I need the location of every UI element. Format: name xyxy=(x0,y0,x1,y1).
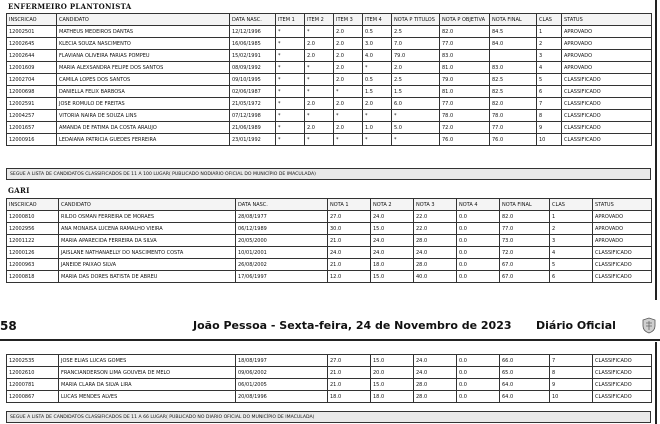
table-cell: 12000818 xyxy=(7,271,59,283)
section-title-enfermeiro: ENFERMEIRO PLANTONISTA xyxy=(8,2,132,11)
table-cell: 27.0 xyxy=(328,211,371,223)
table-cell: 4 xyxy=(550,247,593,259)
table-cell: 22.0 xyxy=(414,211,457,223)
table-cell: MARIA ALEXSANDRA FELIPE DOS SANTOS xyxy=(57,62,230,74)
table-cell: * xyxy=(363,62,392,74)
table-cell: CLASSIFICADO xyxy=(562,98,652,110)
table-cell: * xyxy=(276,26,305,38)
table-cell: 0.0 xyxy=(457,235,500,247)
table-cell: * xyxy=(276,122,305,134)
table-cell: 16/06/1985 xyxy=(230,38,276,50)
table-row xyxy=(7,235,652,247)
table-cell: 18.0 xyxy=(371,259,414,271)
table-cell: 84.0 xyxy=(490,38,537,50)
table-cell: 77.0 xyxy=(440,98,490,110)
table-cell: 8 xyxy=(537,110,562,122)
table-cell: 12000781 xyxy=(7,379,59,391)
table-cell: * xyxy=(305,86,334,98)
table-cell: 5 xyxy=(537,74,562,86)
column-rule xyxy=(655,0,657,300)
table-cell: 18/08/1997 xyxy=(236,355,328,367)
table-cell: * xyxy=(334,134,363,146)
table-cell: 12000963 xyxy=(7,259,59,271)
table-cell: APROVADO xyxy=(593,211,652,223)
gari-table xyxy=(6,198,652,283)
table-cell: 12000916 xyxy=(7,134,57,146)
table-cell: 1 xyxy=(550,211,593,223)
table-row xyxy=(7,259,652,271)
table-cell: CLASSIFICADO xyxy=(562,122,652,134)
table-cell: 4 xyxy=(537,62,562,74)
column-header: NOTA FINAL xyxy=(500,199,550,211)
column-header: NOTA 3 xyxy=(414,199,457,211)
table-cell: 2 xyxy=(550,223,593,235)
lower-page xyxy=(0,342,660,424)
table-cell: APROVADO xyxy=(593,235,652,247)
table-cell: 40.0 xyxy=(414,271,457,283)
table-cell: * xyxy=(305,74,334,86)
table-cell: 72.0 xyxy=(500,247,550,259)
table-cell: CLASSIFICADO xyxy=(593,391,652,403)
table-cell: LEDAIANA PATRICIA GUEDES FERREIRA xyxy=(57,134,230,146)
table-cell: 2.0 xyxy=(392,62,440,74)
section-title-gari: GARI xyxy=(8,186,30,195)
table-cell: 1.0 xyxy=(363,122,392,134)
table-cell: 67.0 xyxy=(500,271,550,283)
table-cell: 1.5 xyxy=(392,86,440,98)
table-cell: 82.0 xyxy=(440,26,490,38)
table-cell: APROVADO xyxy=(562,38,652,50)
table-cell: 1 xyxy=(537,26,562,38)
table-cell: 79.0 xyxy=(440,74,490,86)
table-cell: 24.0 xyxy=(414,367,457,379)
enfermeiro-note: SEGUE A LISTA DE CANDIDATOS CLASSIFICADOS DE 11 A 100 LUGAR( PUBLICADO NODIARIO OFICIAL DO MUNICÍPIO DE IMACULADA) xyxy=(6,168,651,180)
table-cell: 6.0 xyxy=(392,98,440,110)
table-cell: 24.0 xyxy=(414,355,457,367)
table-cell: 83.0 xyxy=(490,62,537,74)
table-cell: 12000126 xyxy=(7,247,59,259)
table-cell: 64.0 xyxy=(500,391,550,403)
column-header: ITEM 2 xyxy=(305,14,334,26)
table-cell: 2.0 xyxy=(305,38,334,50)
table-header-row xyxy=(7,199,652,211)
header-rule xyxy=(0,339,660,341)
table-cell: 10/01/2001 xyxy=(236,247,328,259)
table-cell: 21.0 xyxy=(328,235,371,247)
table-cell: CLASSIFICADO xyxy=(562,86,652,98)
column-header: NOTA P OBJETIVA xyxy=(440,14,490,26)
table-cell: 3 xyxy=(550,235,593,247)
table-row xyxy=(7,271,652,283)
coat-of-arms-icon xyxy=(641,317,657,334)
table-cell: 21/05/1972 xyxy=(230,98,276,110)
table-row xyxy=(7,62,652,74)
table-cell: * xyxy=(305,110,334,122)
table-cell: * xyxy=(392,110,440,122)
table-cell: 26/08/2002 xyxy=(236,259,328,271)
table-row xyxy=(7,50,652,62)
table-cell: 76.0 xyxy=(490,134,537,146)
table-cell: 3.0 xyxy=(363,38,392,50)
table-cell: 65.0 xyxy=(500,367,550,379)
column-header: NOTA 2 xyxy=(371,199,414,211)
table-cell: 20.0 xyxy=(371,367,414,379)
table-cell: 21.0 xyxy=(328,367,371,379)
table-cell: 0.0 xyxy=(457,379,500,391)
table-cell: APROVADO xyxy=(562,62,652,74)
table-cell: 2.0 xyxy=(305,122,334,134)
table-cell: 28/08/1977 xyxy=(236,211,328,223)
page-date-line: João Pessoa - Sexta-feira, 24 de Novembro de 2023 xyxy=(193,319,512,332)
table-cell: 79.0 xyxy=(392,50,440,62)
table-cell: 21.0 xyxy=(328,379,371,391)
table-cell: 0.0 xyxy=(457,247,500,259)
table-cell: 18.0 xyxy=(371,391,414,403)
column-header: CANDIDATO xyxy=(59,199,236,211)
table-cell: FRANCIANDERSON LIMA GOUVEIA DE MELO xyxy=(59,367,236,379)
table-cell: * xyxy=(276,134,305,146)
column-rule xyxy=(655,342,657,424)
column-header: ITEM 3 xyxy=(334,14,363,26)
table-cell: 24.0 xyxy=(371,235,414,247)
table-cell: CLASSIFICADO xyxy=(593,379,652,391)
table-cell: CLASSIFICADO xyxy=(562,110,652,122)
column-header: CANDIDATO xyxy=(57,14,230,26)
table-cell: 10 xyxy=(537,134,562,146)
table-cell: JANEIDE PAIXAO SILVA xyxy=(59,259,236,271)
page-number: 58 xyxy=(0,319,17,333)
gari-note: SEGUE A LISTA DE CANDIDATOS CLASSIFICADOS DE 11 A 66 LUGAR( PUBLICADO NO DIARIO OFICIAL DO MUNICÍPIO DE IMACULADA) xyxy=(6,411,651,423)
table-cell: 77.0 xyxy=(440,38,490,50)
column-header: NOTA 4 xyxy=(457,199,500,211)
table-cell: 15.0 xyxy=(371,271,414,283)
table-cell: * xyxy=(363,134,392,146)
column-header: STATUS xyxy=(562,14,652,26)
table-cell: 12000698 xyxy=(7,86,57,98)
table-row xyxy=(7,26,652,38)
table-cell: MATHEUS MEDEIROS DANTAS xyxy=(57,26,230,38)
table-cell: 24.0 xyxy=(371,247,414,259)
table-cell: * xyxy=(276,62,305,74)
table-cell: JAISLANE NATHANAELLY DO NASCIMENTO COSTA xyxy=(59,247,236,259)
table-cell: CAMILA LOPES DOS SANTOS xyxy=(57,74,230,86)
table-cell: * xyxy=(305,134,334,146)
table-cell: 2.0 xyxy=(334,38,363,50)
table-cell: ANA MONAISA LUCENA RAMALHO VIEIRA xyxy=(59,223,236,235)
table-cell: 77.0 xyxy=(490,122,537,134)
column-header: DATA NASC. xyxy=(230,14,276,26)
table-cell: 24.0 xyxy=(414,247,457,259)
table-cell: 1.5 xyxy=(363,86,392,98)
table-cell: 2.0 xyxy=(363,98,392,110)
table-row xyxy=(7,134,652,146)
table-cell: 0.0 xyxy=(457,223,500,235)
table-cell: 82.0 xyxy=(490,98,537,110)
table-cell: CLASSIFICADO xyxy=(593,367,652,379)
table-cell: 18.0 xyxy=(328,391,371,403)
table-row xyxy=(7,355,652,367)
table-cell: MARIA DAS DORES BATISTA DE ABREU xyxy=(59,271,236,283)
table-cell: 12000867 xyxy=(7,391,59,403)
table-cell: 76.0 xyxy=(440,134,490,146)
table-row xyxy=(7,247,652,259)
table-cell: 2 xyxy=(537,38,562,50)
table-cell: CLASSIFICADO xyxy=(562,74,652,86)
table-cell: 8 xyxy=(550,367,593,379)
table-row xyxy=(7,98,652,110)
table-cell: 66.0 xyxy=(500,355,550,367)
table-cell: LUCAS MENDES ALVES xyxy=(59,391,236,403)
table-cell: KLECIA SOUZA NASCIMENTO xyxy=(57,38,230,50)
table-cell: 09/10/1995 xyxy=(230,74,276,86)
table-cell: APROVADO xyxy=(593,223,652,235)
table-cell: 15.0 xyxy=(371,223,414,235)
table-cell: 20/08/1996 xyxy=(236,391,328,403)
table-row xyxy=(7,110,652,122)
table-cell: 28.0 xyxy=(414,379,457,391)
table-cell: 12002535 xyxy=(7,355,59,367)
table-cell: 0.0 xyxy=(457,391,500,403)
table-cell: 22.0 xyxy=(414,223,457,235)
table-cell: 09/06/2002 xyxy=(236,367,328,379)
column-header: CLAS xyxy=(537,14,562,26)
table-cell: * xyxy=(276,98,305,110)
column-header: NOTA P TITULOS xyxy=(392,14,440,26)
table-cell: * xyxy=(392,134,440,146)
table-cell: 3 xyxy=(537,50,562,62)
table-cell: 5.0 xyxy=(392,122,440,134)
table-row xyxy=(7,391,652,403)
table-cell: 12/12/1996 xyxy=(230,26,276,38)
column-header: INSCRICAO xyxy=(7,199,59,211)
table-cell: 28.0 xyxy=(414,235,457,247)
column-header: NOTA 1 xyxy=(328,199,371,211)
table-cell: * xyxy=(305,62,334,74)
table-cell: 12002704 xyxy=(7,74,57,86)
table-cell: * xyxy=(276,110,305,122)
table-cell: 78.0 xyxy=(490,110,537,122)
table-cell: 12001609 xyxy=(7,62,57,74)
table-cell: 12002591 xyxy=(7,98,57,110)
table-cell: AMANDA DE FATIMA DA COSTA ARAUJO xyxy=(57,122,230,134)
table-cell: 15/02/1991 xyxy=(230,50,276,62)
table-cell: MARIA CLARA DA SILVA LIRA xyxy=(59,379,236,391)
table-cell: 64.0 xyxy=(500,379,550,391)
table-cell: * xyxy=(334,110,363,122)
table-cell: 81.0 xyxy=(440,62,490,74)
table-cell: * xyxy=(276,86,305,98)
table-cell: CLASSIFICADO xyxy=(593,259,652,271)
table-cell: RILDO OSMAN FERREIRA DE MORAES xyxy=(59,211,236,223)
column-header: CLAS xyxy=(550,199,593,211)
table-cell: 82.0 xyxy=(500,211,550,223)
table-cell: DANIELLA FELIX BARBOSA xyxy=(57,86,230,98)
table-cell: 78.0 xyxy=(440,110,490,122)
column-header: ITEM 1 xyxy=(276,14,305,26)
table-cell: 06/01/2005 xyxy=(236,379,328,391)
table-cell: 12002956 xyxy=(7,223,59,235)
table-cell: * xyxy=(276,74,305,86)
table-cell: 2.0 xyxy=(334,122,363,134)
table-row xyxy=(7,86,652,98)
table-row xyxy=(7,74,652,86)
table-cell: 0.0 xyxy=(457,271,500,283)
table-cell: 0.0 xyxy=(457,211,500,223)
table-cell: 2.5 xyxy=(392,74,440,86)
table-cell: 12002610 xyxy=(7,367,59,379)
enfermeiro-table xyxy=(6,13,652,146)
table-cell: 24.0 xyxy=(371,211,414,223)
table-cell: 2.0 xyxy=(334,98,363,110)
table-row xyxy=(7,38,652,50)
table-cell: 7 xyxy=(537,98,562,110)
table-cell: 15.0 xyxy=(371,355,414,367)
table-cell: CLASSIFICADO xyxy=(593,355,652,367)
table-cell: VITORIA NAIRA DE SOUZA LINS xyxy=(57,110,230,122)
column-header: ITEM 4 xyxy=(363,14,392,26)
table-cell: 2.0 xyxy=(334,26,363,38)
table-cell: 21.0 xyxy=(328,259,371,271)
table-cell: APROVADO xyxy=(562,26,652,38)
table-cell: 02/06/1987 xyxy=(230,86,276,98)
table-cell: 12.0 xyxy=(328,271,371,283)
table-cell: 4.0 xyxy=(363,50,392,62)
table-cell: 72.0 xyxy=(440,122,490,134)
table-cell: CLASSIFICADO xyxy=(593,247,652,259)
table-cell: 0.5 xyxy=(363,26,392,38)
table-cell: * xyxy=(276,50,305,62)
table-cell: 27.0 xyxy=(328,355,371,367)
table-cell: 2.0 xyxy=(305,50,334,62)
table-cell: 2.0 xyxy=(334,50,363,62)
table-cell: * xyxy=(334,86,363,98)
table-cell: 08/09/1992 xyxy=(230,62,276,74)
table-row xyxy=(7,379,652,391)
table-cell: 0.0 xyxy=(457,367,500,379)
table-cell: 0.0 xyxy=(457,355,500,367)
table-cell: 9 xyxy=(550,379,593,391)
journal-name: Diário Oficial xyxy=(536,319,616,332)
table-cell: 28.0 xyxy=(414,391,457,403)
table-cell: 10 xyxy=(550,391,593,403)
table-cell: * xyxy=(363,110,392,122)
column-header: INSCRICAO xyxy=(7,14,57,26)
table-cell: 82.5 xyxy=(490,74,537,86)
table-cell: 21/06/1989 xyxy=(230,122,276,134)
table-cell xyxy=(490,50,537,62)
table-row xyxy=(7,223,652,235)
table-cell: 30.0 xyxy=(328,223,371,235)
table-cell: APROVADO xyxy=(562,50,652,62)
table-cell: * xyxy=(305,26,334,38)
table-cell: CLASSIFICADO xyxy=(593,271,652,283)
table-cell: 5 xyxy=(550,259,593,271)
column-header: NOTA FINAL xyxy=(490,14,537,26)
table-cell: 12001657 xyxy=(7,122,57,134)
table-cell: 2.5 xyxy=(392,26,440,38)
table-cell: 73.0 xyxy=(500,235,550,247)
column-header: STATUS xyxy=(593,199,652,211)
table-cell: 06/12/1989 xyxy=(236,223,328,235)
table-cell: 81.0 xyxy=(440,86,490,98)
table-cell: 12002645 xyxy=(7,38,57,50)
table-cell: FLAVIANA OLIVEIRA FARIAS POMPEU xyxy=(57,50,230,62)
table-cell: 12002501 xyxy=(7,26,57,38)
table-cell: 12000810 xyxy=(7,211,59,223)
table-cell: 2.0 xyxy=(334,74,363,86)
table-cell: 20/05/2000 xyxy=(236,235,328,247)
table-cell: 24.0 xyxy=(328,247,371,259)
table-cell: JOSE ELIAS LUCAS GOMES xyxy=(59,355,236,367)
table-cell: 67.0 xyxy=(500,259,550,271)
table-row xyxy=(7,367,652,379)
table-cell: 28.0 xyxy=(414,259,457,271)
gari-continued-table xyxy=(6,354,652,403)
table-header-row xyxy=(7,14,652,26)
column-header: DATA NASC. xyxy=(236,199,328,211)
table-cell: CLASSIFICADO xyxy=(562,134,652,146)
table-cell: JOSE ROMULO DE FREITAS xyxy=(57,98,230,110)
table-cell: 84.5 xyxy=(490,26,537,38)
table-cell: 77.0 xyxy=(500,223,550,235)
table-cell: 6 xyxy=(550,271,593,283)
table-row xyxy=(7,122,652,134)
table-row xyxy=(7,211,652,223)
table-cell: 83.0 xyxy=(440,50,490,62)
table-cell: * xyxy=(276,38,305,50)
table-cell: 12004257 xyxy=(7,110,57,122)
table-cell: MARIA APARECIDA FERREIRA DA SILVA xyxy=(59,235,236,247)
table-cell: 2.0 xyxy=(305,98,334,110)
table-cell: 23/01/1992 xyxy=(230,134,276,146)
table-cell: 7 xyxy=(550,355,593,367)
table-cell: 9 xyxy=(537,122,562,134)
table-cell: 07/12/1998 xyxy=(230,110,276,122)
table-cell: 0.5 xyxy=(363,74,392,86)
table-cell: 12001122 xyxy=(7,235,59,247)
table-cell: 6 xyxy=(537,86,562,98)
table-cell: 82.5 xyxy=(490,86,537,98)
table-cell: 7.0 xyxy=(392,38,440,50)
table-cell: 2.0 xyxy=(334,62,363,74)
table-cell: 17/06/1997 xyxy=(236,271,328,283)
table-cell: 0.0 xyxy=(457,259,500,271)
table-cell: 12002644 xyxy=(7,50,57,62)
table-cell: 15.0 xyxy=(371,379,414,391)
